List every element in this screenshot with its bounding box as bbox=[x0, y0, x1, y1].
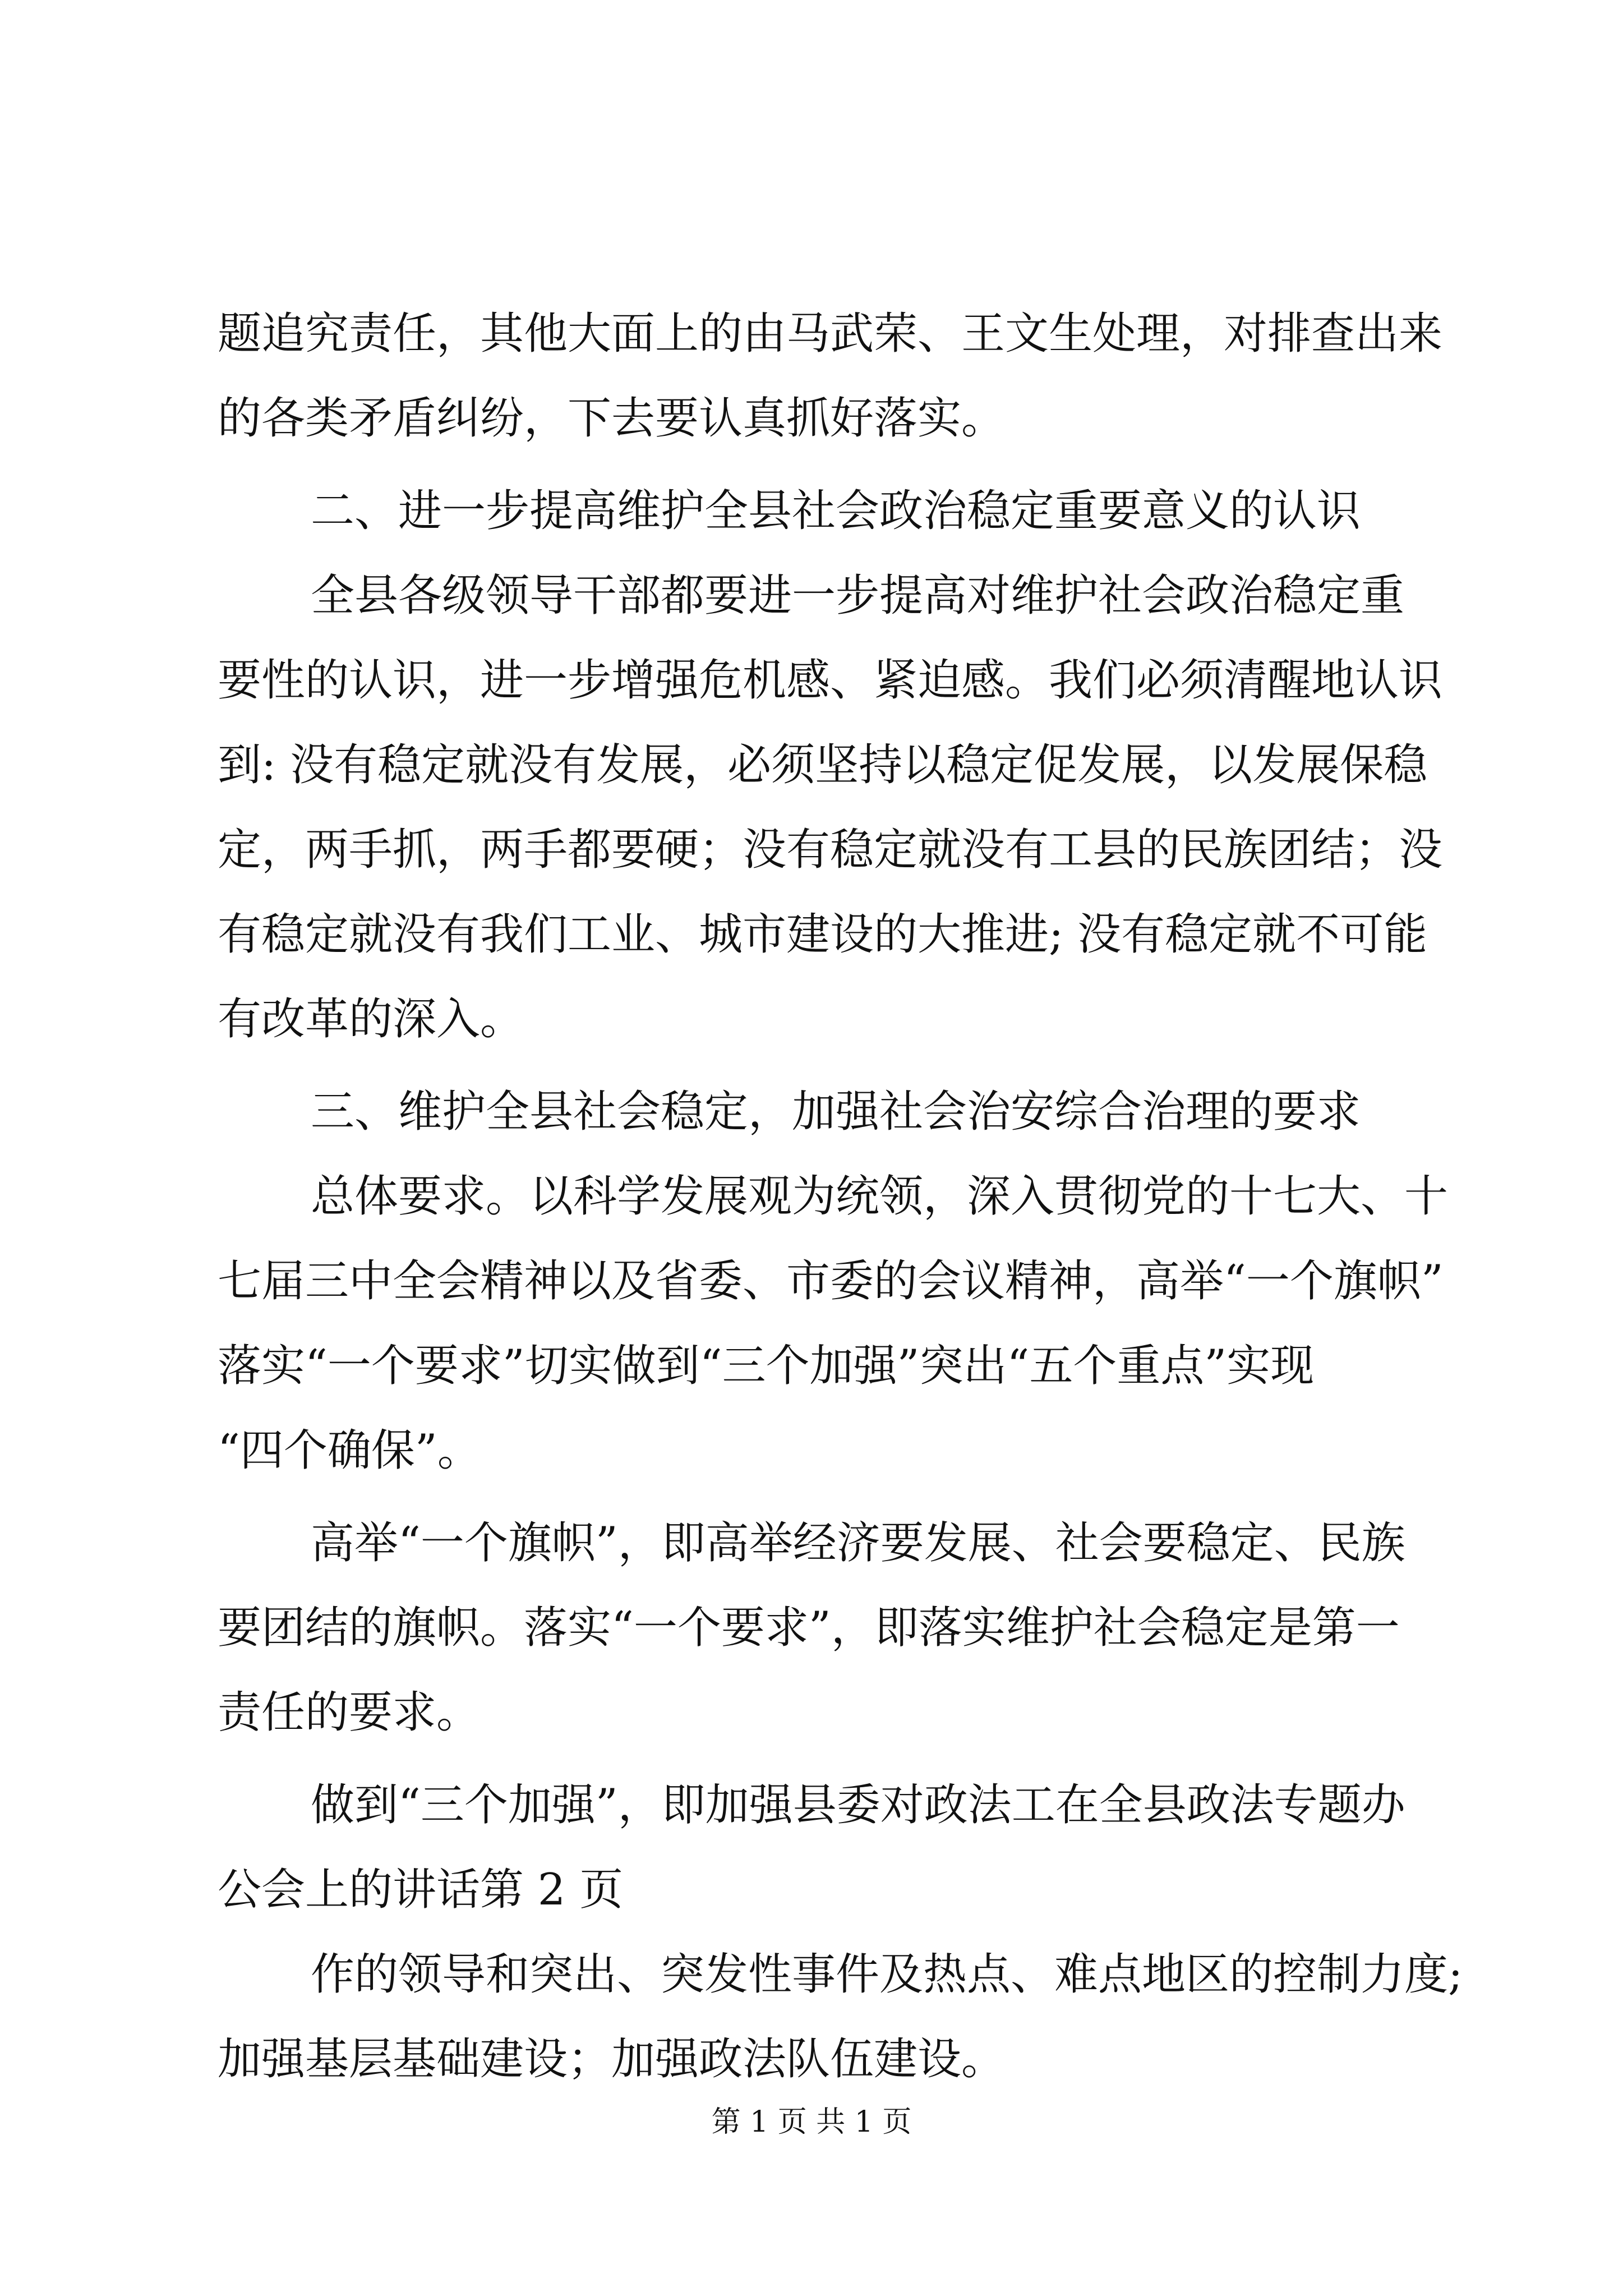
text-line: 有改革的深入。 bbox=[218, 994, 524, 1045]
text-line: 总体要求。以科学发展观为统领，深入贯彻党的十七大、十 bbox=[311, 1171, 1449, 1222]
text-line: 责任的要求。 bbox=[218, 1687, 481, 1738]
text-line: 要团结的旗帜。落实“一个要求”，即落实维护社会稳定是第一 bbox=[218, 1603, 1400, 1653]
text-line: 的各类矛盾纠纷，下去要认真抓好落实。 bbox=[218, 393, 1006, 444]
document-body bbox=[218, 292, 1463, 2102]
text-line: 要性的认识，进一步增强危机感、紧迫感。我们必须清醒地认识 bbox=[218, 655, 1443, 706]
text-line: 到: 没有稳定就没有发展，必须坚持以稳定促发展，以发展保稳 bbox=[218, 740, 1428, 790]
text-line: 高举“一个旗帜”，即高举经济要发展、社会要稳定、民族 bbox=[311, 1518, 1405, 1568]
text-line: 定，两手抓，两手都要硬；没有稳定就没有工县的民族团结；没 bbox=[218, 825, 1443, 875]
page-number-footer: 第 1 页 共 1 页 bbox=[711, 2105, 912, 2139]
text-line: 题追究责任，其他大面上的由马武荣、王文生处理，对排查出来 bbox=[218, 309, 1443, 359]
text-line: 加强基层基础建设；加强政法队伍建设。 bbox=[218, 2034, 1006, 2085]
text-line: 作的领导和突出、突发性事件及热点、难点地区的控制力度; bbox=[311, 1949, 1463, 2000]
text-line: 有稳定就没有我们工业、城市建设的大推进; 没有稳定就不可能 bbox=[218, 909, 1428, 960]
text-line: 做到“三个加强”，即加强县委对政法工在全县政法专题办 bbox=[311, 1780, 1405, 1830]
text-line: 全县各级领导干部都要进一步提高对维护社会政治稳定重 bbox=[311, 570, 1405, 621]
text-line: 公会上的讲话第 2 页 bbox=[218, 1865, 624, 1915]
section-heading: 三、维护全县社会稳定，加强社会治安综合治理的要求 bbox=[311, 1087, 1361, 1137]
text-line: 落实“一个要求”切实做到“三个加强”突出“五个重点”实现 bbox=[218, 1341, 1315, 1391]
text-line: “四个确保”。 bbox=[218, 1425, 481, 1476]
text-line: 七届三中全会精神以及省委、市委的会议精神，高举“一个旗帜” bbox=[218, 1256, 1444, 1306]
section-heading: 二、进一步提高维护全县社会政治稳定重要意义的认识 bbox=[311, 486, 1361, 536]
